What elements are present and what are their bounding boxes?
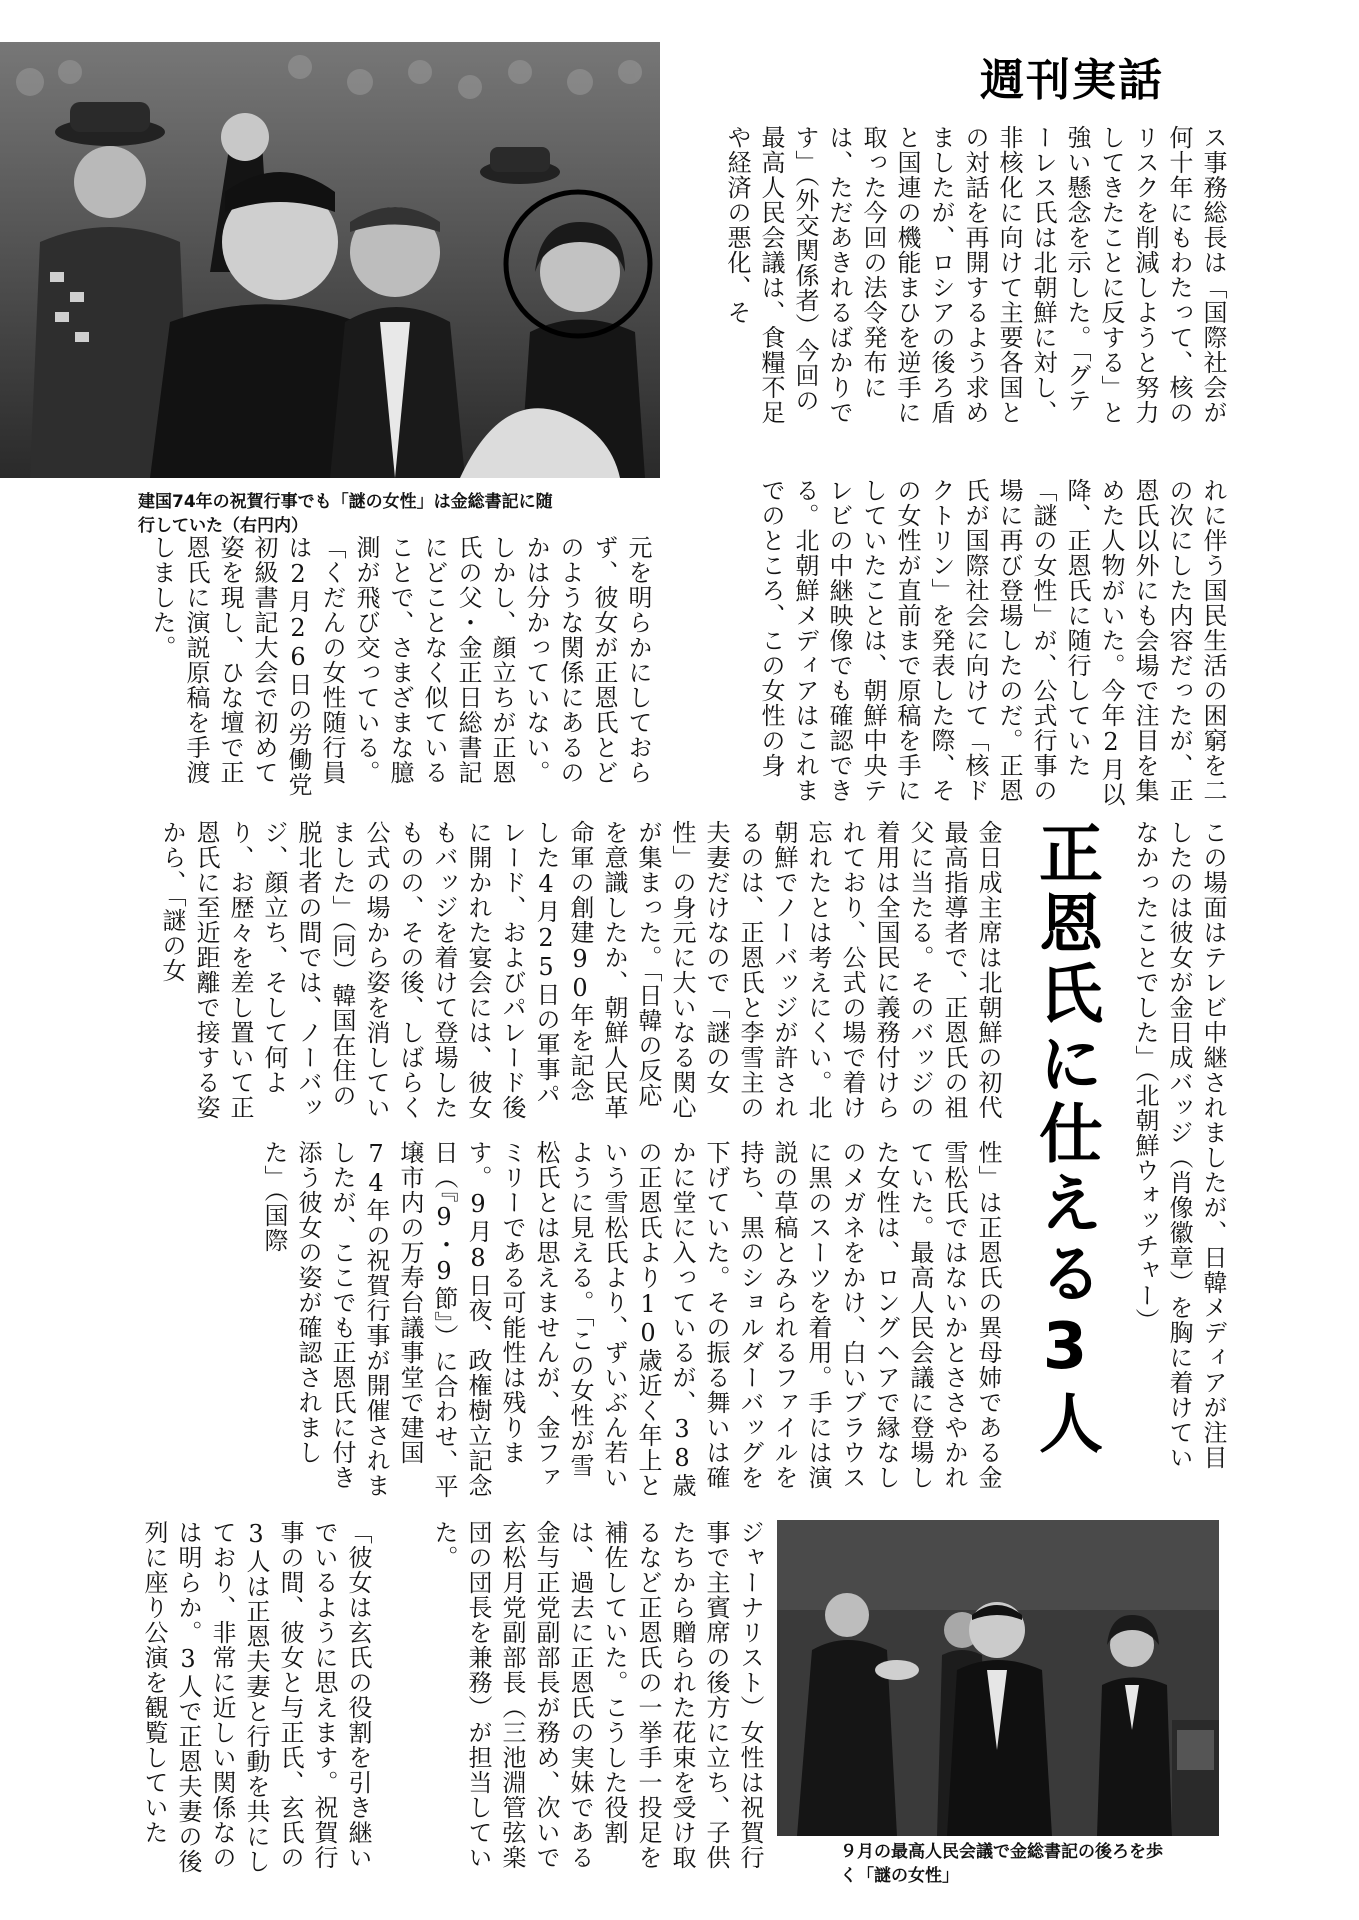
magazine-masthead: 週刊実話 [980,55,1164,106]
bottom-photo-caption: ９月の最高人民会議で金総書記の後ろを歩く「謎の女性」 [840,1842,1163,1886]
top-photo-illustration [0,42,660,478]
text-column-lower-right: この場面はテレビ中継されましたが、日韓メディアが注目したのは彼女が金日成バッジ（肖像徽章）を胸に着けていなかったことでした」（北朝鮮ウォッチャー） [1131,820,1227,1470]
text-column-lower-mid: 金日成主席は北朝鮮の初代最高指導者で、正恩氏の祖父に当たる。そのバッジの着用は全国民に義務付けられており、公式の場で着け忘れたとは考えにくい。北朝鮮でノーバッジが許されるのは、正恩氏と李雪主の夫妻だけなので「謎の女性」の身元に大いなる関心が集まった。「日韓の反応を意識したか、朝鮮人民革命軍の創建90年を記念した4月25日の軍事パレード、およびパレード後に開かれた宴会には、彼女もバッジを着けて登場したものの、その後、しばらく公式の場から姿を消していました」（同）韓国在住の脱北者の間では、ノーバッジ、顔立ち、そして何より、お歴々を差し置いて正恩氏に至近距離で接する姿から、「謎の女 [158,820,1002,1120]
bottom-photo-illustration [777,1520,1219,1836]
article-headline: 正恩氏に仕える3人 [1028,820,1102,1460]
text-column-bottom-left: 「彼女は玄氏の役割を引き継いでいるように思えます。祝賀行事の間、彼女と与正氏、玄氏の3人は正恩夫妻と行動を共にしており、非常に近しい関係なのは明らか。3人で正恩夫妻の後列に座り公演を観覧していた [140,1520,372,1874]
text-column-middle-right: れに伴う国民生活の困窮を二の次にした内容だったが、正恩氏以外にも会場で注目を集めた人物がいた。今年2月以降、正恩氏に随行していた「謎の女性」が、公式行事の場に再び登場したのだ。正恩氏が国際社会に向けて「核ドクトリン」を発表した際、その女性が直前まで原稿を手にしていたことは、朝鮮中央テレビの中継映像でも確認できる。北朝鮮メディアはこれまでのところ、この女性の身 [757,478,1227,807]
text-column-middle-left: 元を明らかにしておらず、彼女が正恩氏とどのような関係にあるのかは分かっていない。しかし、顔立ちが正恩氏の父・金正日総書記にどことなく似ていることで、さまざまな臆測が飛び交っている。「くだんの女性随行員は2月26日の労働党初級書記大会で初めて姿を現し、ひな壇で正恩氏に演説原稿を手渡しました。 [148,535,652,797]
text-column-bottom-right: ジャーナリスト）女性は祝賀行事で主賓席の後方に立ち、子供たちから贈られた花束を受け取るなど正恩氏の一挙手一投足を補佐していた。こうした役割は、過去に正恩氏の実妹である金与正党副部長が務め、次いで玄松月党副部長（三池淵管弦楽団の団長を兼務）が担当していた。 [430,1520,764,1870]
top-photo-caption: 建国74年の祝賀行事でも「謎の女性」は金総書記に随行していた（右円内） [138,492,553,536]
top-photo [0,42,660,478]
text-column-top-right: ス事務総長は「国際社会が何十年にもわたって、核のリスクを削減しようと努力してきたことに反する」と強い懸念を示した。「グテーレス氏は北朝鮮に対し、非核化に向けて主要各国との対話を再開するよう求めましたが、ロシアの後ろ盾と国連の機能まひを逆手に取った今回の法令発布には、ただあきれるばかりです」（外交関係者）今回の最高人民会議は、食糧不足や経済の悪化、そ [723,125,1227,425]
bottom-photo [777,1520,1219,1836]
text-column-lower-left: 性」は正恩氏の異母姉である金雪松氏ではないかとささやかれていた。最高人民会議に登場した女性は、ロングヘアで縁なしのメガネをかけ、白いブラウスに黒のスーツを着用。手には演説の草稿とみられるファイルを持ち、黒のショルダーバッグを下げていた。その振る舞いは確かに堂に入っているが、38歳の正恩氏より10歳近く年上という雪松氏より、ずいぶん若いように見える。「この女性が雪松氏とは思えませんが、金ファミリーである可能性は残ります。9月8日夜、政権樹立記念日（『9・9節』）に合わせ、平壌市内の万寿台議事堂で建国74年の祝賀行事が開催されましたが、ここでも正恩氏に付き添う彼女の姿が確認されました」（国際 [260,1140,1002,1499]
